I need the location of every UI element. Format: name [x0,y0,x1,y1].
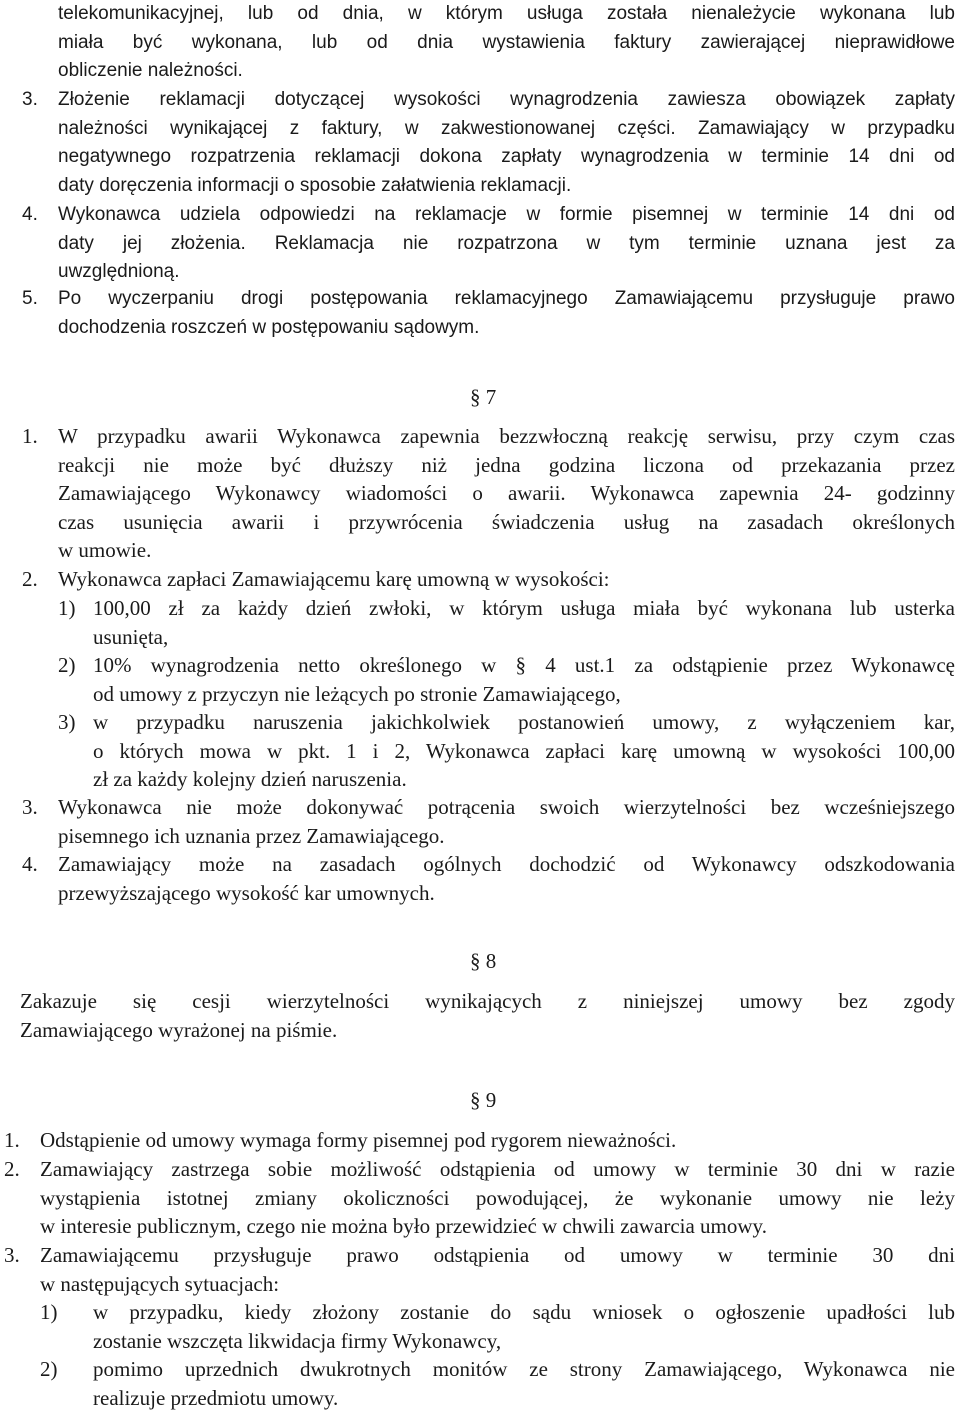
text-line-last: obliczenie należności. [58,60,243,82]
item-number: 2) [58,653,76,677]
item-number: 3) [58,710,76,734]
text-line: Zakazuje się cesji wierzytelności wynikających z niniejszej umowy bez zgody [20,989,955,1013]
text-line: 100,00 zł za każdy dzień zwłoki, w którym usługa miała być wykonana lub usterka [93,596,955,620]
item-number: 1. [4,1128,20,1152]
text-line: w przypadku, kiedy złożony zostanie do sądu wniosek o ogłoszenie upadłości lub [93,1300,955,1324]
text-line: Zamawiający może na zasadach ogólnych dochodzić od Wykonawcy odszkodowania [58,852,955,876]
text-line: czas usunięcia awarii i przywrócenia świadczenia usług na zasadach określonych [58,509,955,534]
text-line-last: dochodzenia roszczeń w postępowaniu sądowym. [58,316,480,338]
text-line: Po wyczerpaniu drogi postępowania reklamacyjnego Zamawiającemu przysługuje prawo [58,288,955,309]
text-line-last: pisemnego ich uznania przez Zamawiającego. [58,823,445,848]
section-8-title: § 8 [470,949,497,973]
text-line-last: daty doręczenia informacji o sposobie załatwienia reklamacji. [58,174,572,196]
text-line-last: Zamawiającego wyrażonej na piśmie. [20,1017,338,1042]
text-line: Wykonawca udziela odpowiedzi na reklamacje w formie pisemnej w terminie 14 dni od [58,204,955,225]
text-line: W przypadku awarii Wykonawca zapewnia bezzwłoczną reakcję serwisu, przy czym czas [58,424,955,448]
item-number: 3. [4,1243,20,1267]
text-line: o których mowa w pkt. 1 i 2, Wykonawca zapłaci karę umowną w wysokości 100,00 [93,738,955,763]
text-line-last: w następujących sytuacjach: [40,1271,280,1296]
text-line-last: zostanie wszczęta likwidacja firmy Wykonawcy, [93,1328,502,1353]
text-line: Zamawiającemu przysługuje prawo odstąpienia od umowy w terminie 30 dni [40,1243,955,1267]
item-number: 3. [22,89,38,110]
text-line: negatywnego rozpatrzenia reklamacji dokona zapłaty wynagrodzenia w terminie 14 dni od [58,146,955,168]
text-line: pomimo uprzednich dwukrotnych monitów ze strony Zamawiającego, Wykonawca nie [93,1357,955,1381]
section-9-title: § 9 [470,1088,497,1112]
item-number: 4. [22,204,38,225]
text-line: w przypadku naruszenia jakichkolwiek postanowień umowy, z wyłączeniem kar, [93,710,955,734]
section-7-title: § 7 [470,385,497,409]
text-line: wystąpienia istotnej zmiany okoliczności powodującej, że wykonanie umowy nie leży [40,1185,955,1210]
text-line: telekomunikacyjnej, lub od dnia, w którym usługa została nienależycie wykonana lub [58,3,955,24]
text-line: reakcji nie może być dłuższy niż jedna godzina liczona od przekazania przez [58,452,955,477]
item-number: 5. [22,288,38,309]
text-line: Złożenie reklamacji dotyczącej wysokości wynagrodzenia zawiesza obowiązek zapłaty [58,89,955,110]
item-number: 4. [22,852,38,876]
item-number: 2. [22,567,38,591]
text-line-last: w umowie. [58,538,152,563]
text-line-last: uwzględnioną. [58,261,180,283]
text-line-last: realizuje przedmiotu umowy. [93,1385,339,1410]
text-line: Wykonawca nie może dokonywać potrącenia swoich wierzytelności bez wcześniejszego [58,795,955,819]
text-line: Zamawiającego Wykonawcy wiadomości o awarii. Wykonawca zapewnia 24- godzinny [58,481,955,506]
text-line-last: Wykonawca zapłaci Zamawiającemu karę umowną w wysokości: [58,567,610,591]
item-number: 1) [58,596,76,620]
text-line-last: przewyższającego wysokość kar umownych. [58,880,435,905]
text-line-last: od umowy z przyczyn nie leżących po stronie Zamawiającego, [93,681,621,706]
text-line: 10% wynagrodzenia netto określonego w § 4 ust.1 za odstąpienie przez Wykonawcę [93,653,955,677]
item-number: 2) [40,1357,58,1381]
item-number: 2. [4,1157,20,1181]
text-line: należności wynikającej z faktury, w zakwestionowanej części. Zamawiający w przypadku [58,117,955,139]
item-number: 3. [22,795,38,819]
text-line-last: Odstąpienie od umowy wymaga formy pisemnej pod rygorem nieważności. [40,1128,677,1152]
text-line: daty jej złożenia. Reklamacja nie rozpatrzona w tym terminie uznana jest za [58,232,955,254]
text-line: Zamawiający zastrzega sobie możliwość odstąpienia od umowy w terminie 30 dni w razie [40,1157,955,1181]
item-number: 1. [22,424,38,448]
text-line-last: usunięta, [93,624,169,649]
item-number: 1) [40,1300,58,1324]
text-line: miała być wykonana, lub od dnia wystawienia faktury zawierającej nieprawidłowe [58,31,955,53]
text-line-last: zł za każdy kolejny dzień naruszenia. [93,767,407,792]
text-line-last: w interesie publicznym, czego nie można było przewidzieć w chwili zawarcia umowy. [40,1214,767,1239]
